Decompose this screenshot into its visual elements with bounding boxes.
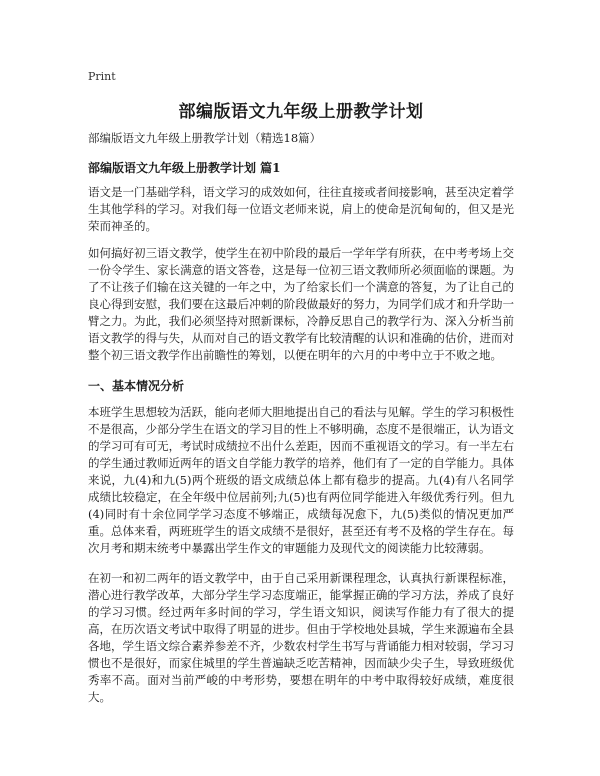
paragraph-teaching-review: 在初一和初二两年的语文教学中，由于自己采用新课程理念，认真执行新课程标准，潜心进行教学改革，大部分学生学习态度端正，能掌握正确的学习方法，养成了良好的学习习惯。经过两年多时间的学习，学生语文知识，阅读写作能力有了很大的提高，在历次语文考试中取得了明显的进步。但由于学校地处县城，学生来源遍布全县各地，学生语文综合素养参差不齐，少数农村学生书写与背诵能力相对较弱，学习习惯也不是很好，而家住城里的学生普遍缺乏吃苦精神，因而缺少尖子生，导致班级优秀率不高。面对当前严峻的中考形势，要想在明年的中考中取得较好成绩，难度很大。 <box>88 571 514 704</box>
section-heading-part1: 部编版语文九年级上册教学计划 篇1 <box>88 161 281 175</box>
page-title: 部编版语文九年级上册教学计划 <box>178 102 424 122</box>
paragraph-approach: 如何搞好初三语文教学，使学生在初中阶段的最后一学年学有所获，在中考考场上交一份令学生、家长满意的语文答卷，这是每一位初三语文教师所必须面临的课题。为了不让孩子们输在这关键的一年之中，为了给家长们一个满意的答复，为了让自己的良心得到安慰，我们要在这最后冲刺的阶段做最好的努力，为同学们成才和升学助一臂之力。为此，我们必须坚持对照新课标，冷静反思自己的教学行为、深入分析当前语文教学的得与失，从而对自己的语文教学有比较清醒的认识和准确的估价，进而对整个初三语文教学作出前瞻性的筹划，以便在明年的六月的中考中立于不败之地。 <box>88 246 514 362</box>
paragraph-class-situation: 本班学生思想较为活跃，能向老师大胆地提出自己的看法与见解。学生的学习积极性不是很高，少部分学生在语文的学习目的性上不够明确，态度不是很端正，认为语文的学习可有可无，考试时成绩拉不出什么差距，因而不重视语文的学习。有一半左右的学生通过教师近两年的语文自学能力教学的培养，他们有了一定的自学能力。具体来说，九(4)和九(5)两个班级的语文成绩总体上都有稳步的提高。九(4)有八名同学成绩比较稳定，在全年级中位居前列;九(5)也有两位同学能进入年级优秀行列。但九(4)同时有十余位同学学习态度不够端正，成绩每况愈下，九(5)类似的情况更加严重。总体来看，两班班学生的语文成绩不是很好，甚至还有考不及格的学生存在。每次月考和期末统考中暴露出学生作文的审题能力及现代文的阅读能力比较薄弱。 <box>88 405 514 555</box>
paragraph-intro: 语文是一门基础学科，语文学习的成效如何，往往直接或者间接影响，甚至决定着学生其他学科的学习。对我们每一位语文老师来说，肩上的使命是沉甸甸的，但又是光荣而神圣的。 <box>88 185 514 233</box>
document-subtitle: 部编版语文九年级上册教学计划（精选18篇） <box>88 131 322 145</box>
print-link[interactable]: Print <box>88 70 116 83</box>
section-heading-basic-analysis: 一、基本情况分析 <box>88 379 185 393</box>
